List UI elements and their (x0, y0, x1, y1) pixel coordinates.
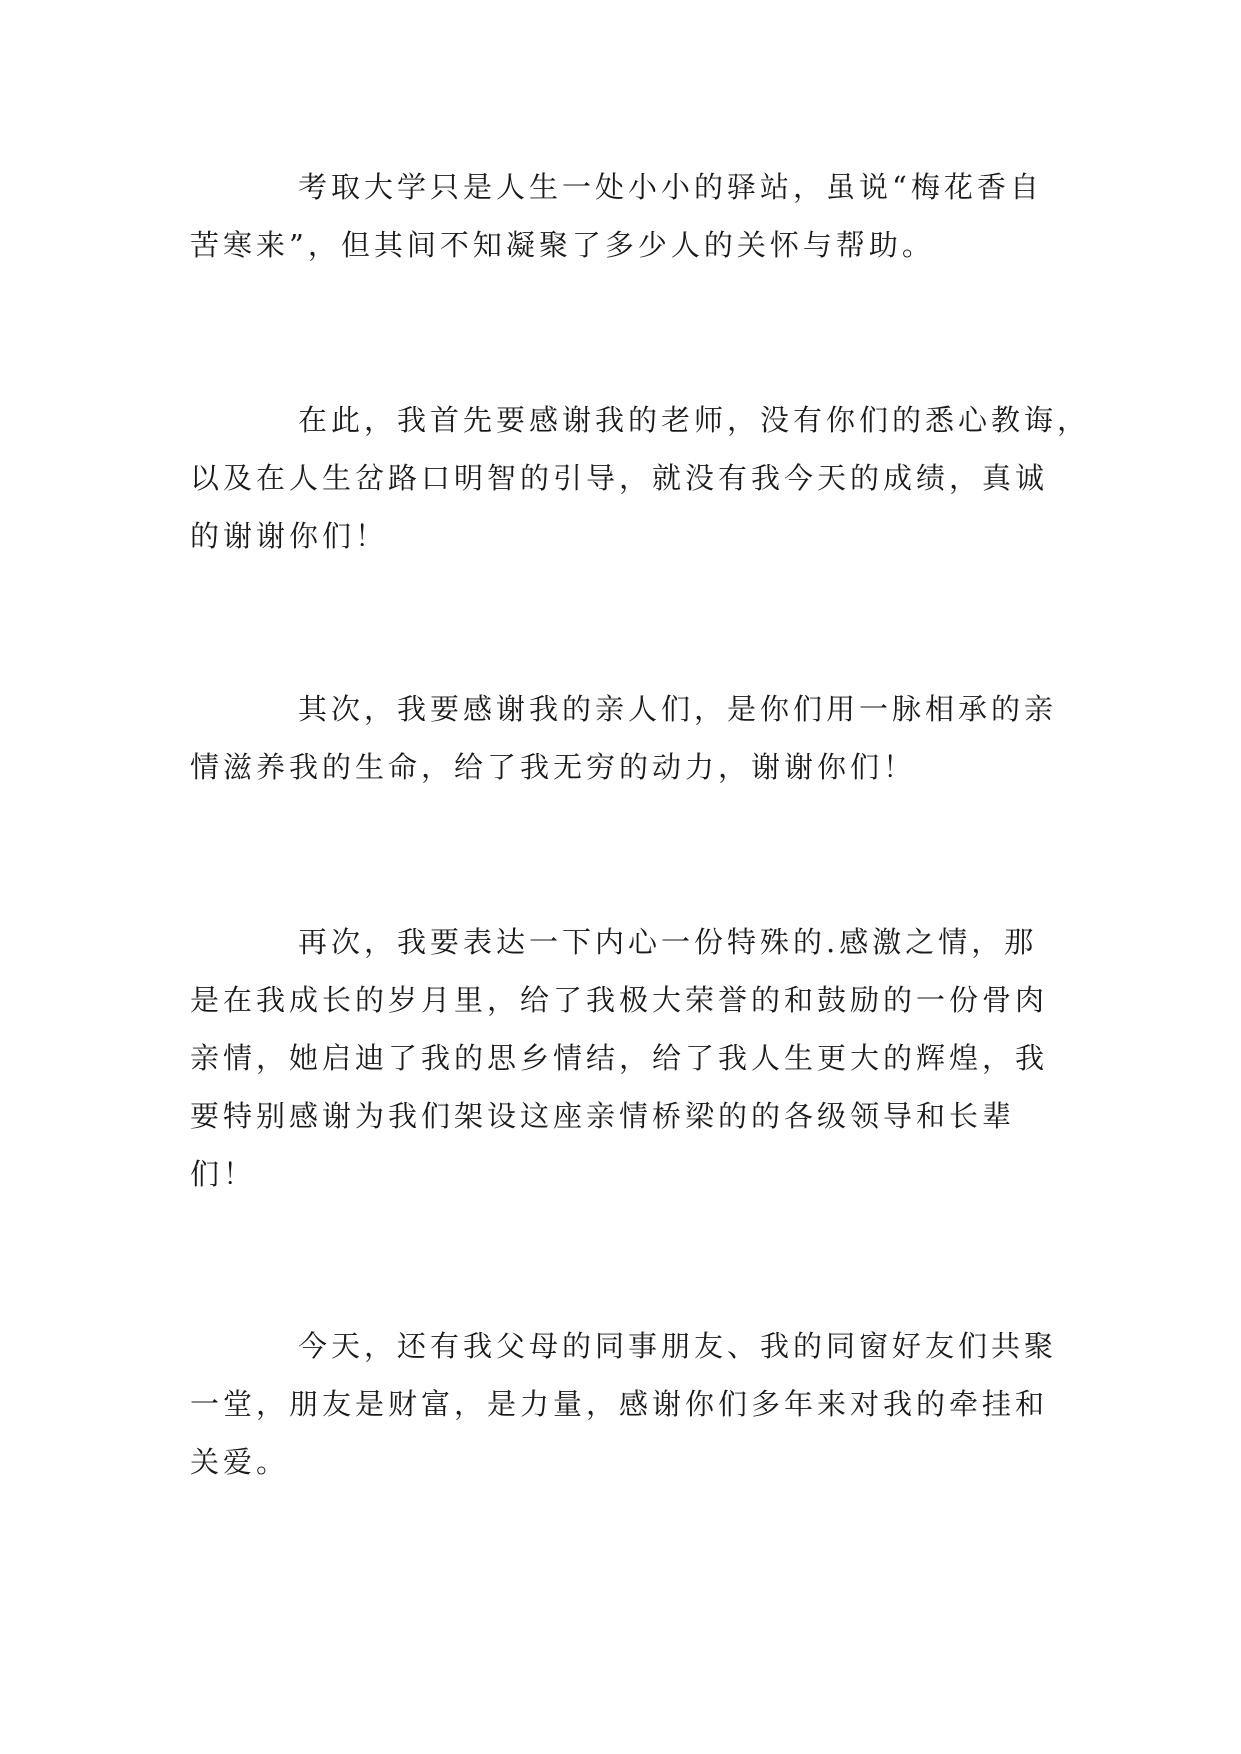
paragraph-line: 亲情，她启迪了我的思乡情结，给了我人生更大的辉煌，我 (190, 1041, 1049, 1075)
paragraph-line: 其次，我要感谢我的亲人们，是你们用一脉相承的亲 (298, 692, 1058, 726)
paragraph-1 (190, 158, 1052, 274)
paragraph-line: 在此，我首先要感谢我的老师，没有你们的悉心教诲， (298, 403, 1091, 437)
paragraph-2 (190, 391, 1091, 565)
paragraph-3 (190, 680, 1058, 796)
paragraph-line: 情滋养我的生命，给了我无穷的动力，谢谢你们！ (190, 750, 917, 784)
paragraph-line: 关爱。 (190, 1445, 290, 1479)
paragraph-line: 要特别感谢为我们架设这座亲情桥梁的的各级领导和长辈 (190, 1099, 1016, 1133)
paragraph-line: 们！ (190, 1157, 257, 1191)
paragraph-line: 苦寒来”，但其间不知凝聚了多少人的关怀与帮助。 (190, 228, 935, 262)
paragraph-line: 再次，我要表达一下内心一份特殊的.感激之情，那 (298, 925, 1038, 959)
paragraph-line: 的谢谢你们！ (190, 519, 389, 553)
paragraph-line: 今天，还有我父母的同事朋友、我的同窗好友们共聚 (298, 1329, 1058, 1363)
paragraph-5 (190, 1317, 1058, 1491)
paragraph-line: 一堂，朋友是财富，是力量，感谢你们多年来对我的牵挂和 (190, 1387, 1049, 1421)
paragraph-line: 以及在人生岔路口明智的引导，就没有我今天的成绩，真诚 (190, 461, 1049, 495)
paragraph-4 (190, 913, 1052, 1203)
paragraph-line: 是在我成长的岁月里，给了我极大荣誉的和鼓励的一份骨肉 (190, 983, 1049, 1017)
paragraph-line: 考取大学只是人生一处小小的驿站，虽说“梅花香自 (298, 170, 1043, 204)
